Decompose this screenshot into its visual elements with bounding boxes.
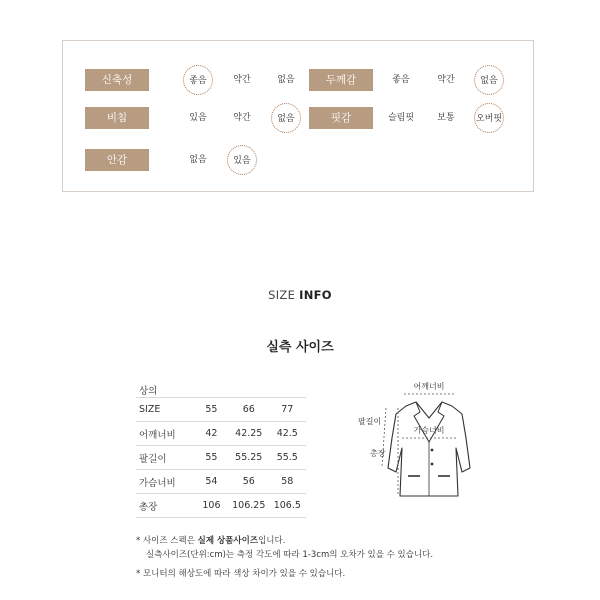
property-option-selected: 있음 xyxy=(227,145,257,175)
table-cell: 54 xyxy=(194,470,229,494)
jacket-button xyxy=(431,463,434,466)
property-label: 안감 xyxy=(85,149,149,171)
property-option-selected: 없음 xyxy=(474,65,504,95)
fabric-properties-box xyxy=(62,40,534,192)
table-cell: 42.5 xyxy=(269,422,306,446)
table-cell: 106.25 xyxy=(229,494,269,518)
size-notes xyxy=(136,534,433,581)
note-1-end: 입니다. xyxy=(258,536,286,546)
table-row xyxy=(136,422,306,446)
table-row xyxy=(136,446,306,470)
table-cell: 55.5 xyxy=(269,446,306,470)
note-1-text: * 사이즈 스펙은 xyxy=(136,536,198,546)
note-2: 실측사이즈(단위:cm)는 측정 각도에 따라 1-3cm의 오차가 있을 수 있습니다. xyxy=(146,550,434,560)
table-cell: 55.25 xyxy=(229,446,269,470)
table-cell: 55 xyxy=(194,398,229,422)
table-row-header: SIZE xyxy=(136,398,194,422)
property-option-selected: 없음 xyxy=(271,103,301,133)
sleeve-length-label: 팔길이 xyxy=(358,417,382,426)
table-cell: 42 xyxy=(194,422,229,446)
shoulder-width-label: 어깨너비 xyxy=(413,382,445,391)
property-option-selected: 좋음 xyxy=(183,65,213,95)
table-row xyxy=(136,494,306,518)
property-option-selected: 오버핏 xyxy=(474,103,504,133)
total-length-label: 총장 xyxy=(370,449,386,458)
property-label: 두께감 xyxy=(309,69,373,91)
table-cell: 66 xyxy=(229,398,269,422)
table-cell: 56 xyxy=(229,470,269,494)
property-option: 없음 xyxy=(189,155,207,165)
property-option: 슬림핏 xyxy=(387,113,415,123)
table-row-header: 총장 xyxy=(136,494,194,518)
size-info-prefix: SIZE xyxy=(268,288,296,302)
table-cell: 106.5 xyxy=(269,494,306,518)
note-3: * 모니터의 해상도에 따라 색상 차이가 있을 수 있습니다. xyxy=(136,569,346,579)
property-option: 약간 xyxy=(233,113,251,123)
size-info-heading xyxy=(0,288,600,302)
size-table xyxy=(136,397,306,518)
size-info-suffix: INFO xyxy=(299,288,332,302)
table-row xyxy=(136,398,306,422)
table-cell: 42.25 xyxy=(229,422,269,446)
chest-width-label: 가슴너비 xyxy=(413,426,445,435)
jacket-button xyxy=(431,449,434,452)
property-option: 있음 xyxy=(189,113,207,123)
property-option: 없음 xyxy=(277,75,295,85)
size-subtitle: 실측 사이즈 xyxy=(266,340,334,355)
table-cell: 58 xyxy=(269,470,306,494)
table-row-header: 어깨너비 xyxy=(136,422,194,446)
table-cell: 77 xyxy=(269,398,306,422)
table-row xyxy=(136,470,306,494)
table-category: 상의 xyxy=(139,386,158,397)
property-option: 약간 xyxy=(233,75,251,85)
table-cell: 106 xyxy=(194,494,229,518)
jacket-measurement-diagram xyxy=(358,378,498,508)
property-option: 좋음 xyxy=(392,75,410,85)
table-cell: 55 xyxy=(194,446,229,470)
property-label: 신축성 xyxy=(85,69,149,91)
property-option: 약간 xyxy=(437,75,455,85)
table-row-header: 가슴너비 xyxy=(136,470,194,494)
table-row-header: 팔길이 xyxy=(136,446,194,470)
note-1 xyxy=(136,536,285,546)
property-option: 보통 xyxy=(437,113,455,123)
property-label: 비침 xyxy=(85,107,149,129)
property-label: 핏감 xyxy=(309,107,373,129)
note-1-emphasis: 실제 상품사이즈 xyxy=(197,536,259,546)
